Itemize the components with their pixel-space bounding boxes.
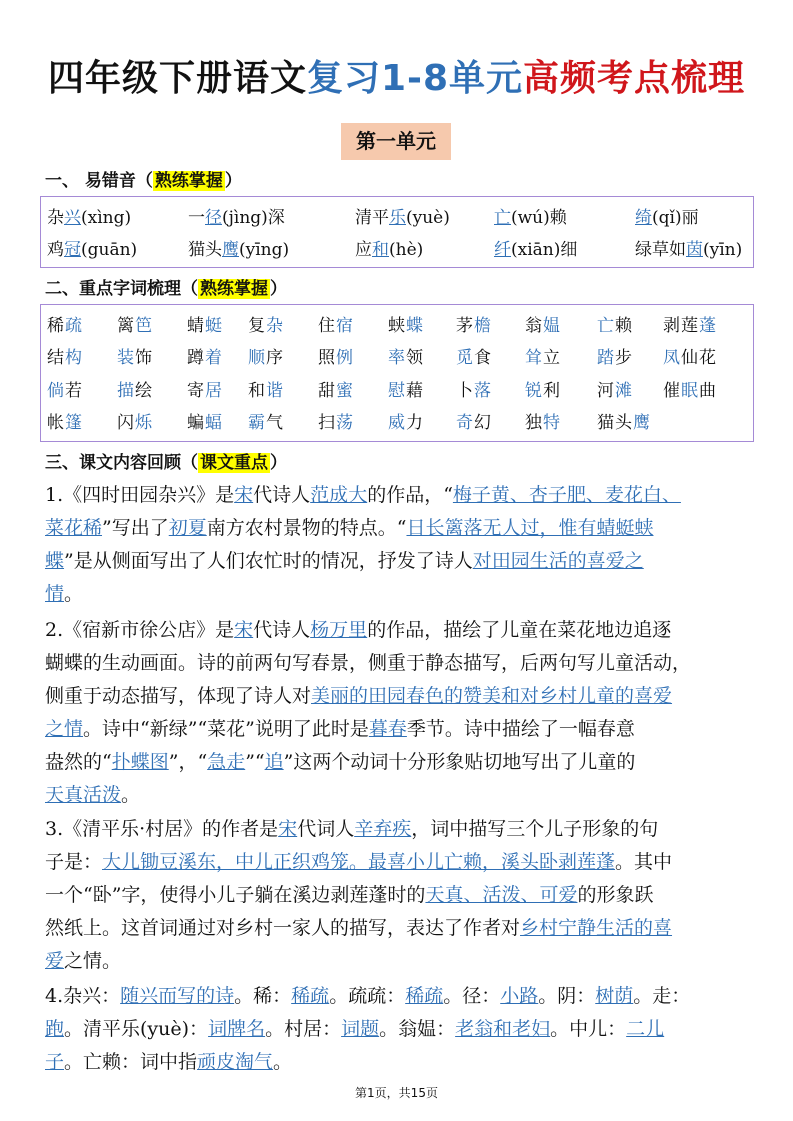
section-heading-text: 三、课文内容回顾（ [45,453,198,473]
word-item: 催眠曲 [663,381,717,401]
word-item: 独特 [525,413,561,433]
pinyin-item: 应和(hè) [355,240,424,260]
paragraph-line: 1.《四时田园杂兴》是宋代诗人范成大的作品，“梅子黄、杏子肥、麦花白、 [45,484,681,506]
section-heading-text: ） [270,279,287,299]
word-row [41,375,755,407]
word-item: 茅檐 [456,316,492,336]
word-item: 卜落 [456,381,492,401]
highlight-tag: 熟练掌握 [200,279,268,299]
highlight-tag: 课文重点 [200,453,268,473]
paragraph-line: 子是：大儿锄豆溪东，中儿正织鸡笼。最喜小儿亡赖，溪头卧剥莲蓬。其中 [45,851,673,873]
word-row [41,407,755,439]
paragraph-line: 2.《宿新市徐公店》是宋代诗人杨万里的作品，描绘了儿童在菜花地边追逐 [45,619,672,641]
paragraph-1 [45,479,753,611]
paragraph-line: 侧重于动态描写，体现了诗人对美丽的田园春色的赞美和对乡村儿童的喜爱 [45,685,673,707]
paragraph-line: 菜花稀”写出了初夏南方农村景物的特点。“日长篱落无人过，惟有蜻蜓蛱 [45,517,654,539]
paragraph-3 [45,813,753,978]
title-part-review: 复习1-8单元 [306,58,524,99]
word-item: 凤仙花 [663,348,717,368]
word-item: 锐利 [525,381,561,401]
word-item: 威力 [388,413,424,433]
word-item: 甜蜜 [318,381,354,401]
paragraph-line: 然纸上。这首词通过对乡村一家人的描写，表达了作者对乡村宁静生活的喜 [45,917,673,939]
highlight-tag: 熟练掌握 [154,171,223,191]
word-item: 蝙蝠 [187,413,223,433]
paragraph-line: 3.《清平乐·村居》的作者是宋代词人辛弃疾，词中描写三个儿子形象的句 [45,818,659,840]
word-item: 觅食 [456,348,492,368]
word-item: 结构 [47,348,83,368]
title-part-points: 高频考点梳理 [523,58,746,99]
paragraph-line: 天真活泼。 [45,784,141,806]
section-heading-pronunciation [45,168,242,194]
pinyin-item: 绮(qǐ)丽 [635,208,699,228]
word-item: 踏步 [597,348,633,368]
pinyin-row [41,203,755,233]
section-heading-text-review [45,450,287,476]
word-row [41,310,755,342]
word-item: 河滩 [597,381,633,401]
page-footer: 第1页，共15页 [355,1086,438,1100]
paragraph-line: 盎然的“扑蝶图”，“急走”“追”这两个动词十分形象贴切地写出了儿童的 [45,751,636,773]
paragraph-line: 跑。清平乐(yuè)：词牌名。村居：词题。翁媪：老翁和老妇。中儿：二儿 [45,1018,665,1040]
pinyin-item: 纤(xiān)细 [494,240,578,260]
paragraph-line: 蝴蝶的生动画面。诗的前两句写春景，侧重于静态描写，后两句写儿童活动， [45,652,692,674]
word-item: 描绘 [117,381,153,401]
word-item: 帐篷 [47,413,83,433]
pinyin-item: 亡(wú)赖 [494,208,567,228]
page-title [0,50,793,101]
paragraph-line: 子。亡赖：词中指顽皮淘气。 [45,1051,293,1073]
word-item: 蛱蝶 [388,316,424,336]
paragraph-4 [45,980,753,1079]
word-item: 亡赖 [597,316,633,336]
title-part-grade: 四年级下册语文 [47,58,307,99]
paragraph-line: 之情。诗中“新绿”“菜花”说明了此时是暮春季节。诗中描绘了一幅春意 [45,718,635,740]
word-item: 闪烁 [117,413,153,433]
word-item: 慰藉 [388,381,424,401]
word-item: 复杂 [248,316,284,336]
word-item: 猫头鹰 [597,413,651,433]
pinyin-item: 杂兴(xìng) [47,208,132,228]
paragraph-line: 情。 [45,583,84,605]
word-item: 蜻蜓 [187,316,223,336]
pinyin-item: 猫头鹰(yīng) [188,240,290,260]
section-heading-text: 一、 易错音（ [45,171,153,191]
pinyin-item: 清平乐(yuè) [355,208,450,228]
word-item: 寄居 [187,381,223,401]
word-item: 耸立 [525,348,561,368]
word-item: 篱笆 [117,316,153,336]
paragraph-line: 爱之情。 [45,950,122,972]
word-item: 住宿 [318,316,354,336]
word-item: 剥莲蓬 [663,316,717,336]
pinyin-item: 鸡冠(guān) [47,240,138,260]
word-item: 扫荡 [318,413,354,433]
paragraph-2 [45,614,753,812]
word-item: 奇幻 [456,413,492,433]
word-item: 翁媪 [525,316,561,336]
pinyin-row [41,235,755,265]
pinyin-item: 一径(jìng)深 [188,208,285,228]
vocabulary-box [40,304,754,442]
word-row [41,342,755,374]
paragraph-line: 4.杂兴：随兴而写的诗。稀：稀疏。疏疏：稀疏。径：小路。阴：树荫。走： [45,985,691,1007]
section-heading-vocabulary [45,276,287,302]
paragraph-line: 蝶”是从侧面写出了人们农忙时的情况，抒发了诗人对田园生活的喜爱之 [45,550,644,572]
word-item: 率领 [388,348,424,368]
section-heading-text: ） [224,171,242,191]
word-item: 装饰 [117,348,153,368]
pinyin-item: 绿草如茵(yīn) [635,240,743,260]
unit-label: 第一单元 [341,123,451,160]
section-heading-text: ） [270,453,287,473]
word-item: 照例 [318,348,354,368]
section-heading-text: 二、重点字词梳理（ [45,279,198,299]
paragraph-line: 一个“卧”字，使得小儿子躺在溪边剥莲蓬时的天真、活泼、可爱的形象跃 [45,884,654,906]
pinyin-box [40,196,754,268]
word-item: 倘若 [47,381,83,401]
word-item: 蹲着 [187,348,223,368]
word-item: 和谐 [248,381,284,401]
word-item: 顺序 [248,348,284,368]
word-item: 稀疏 [47,316,83,336]
word-item: 霸气 [248,413,284,433]
